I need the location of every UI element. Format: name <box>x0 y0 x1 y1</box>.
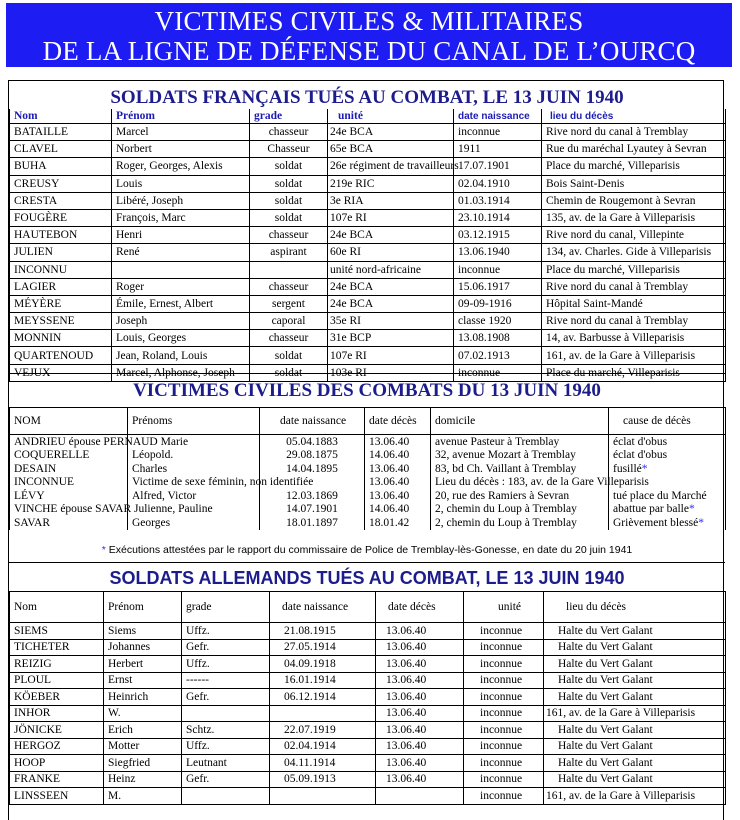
table-cell: Ernst <box>104 672 182 689</box>
table-row <box>10 672 726 689</box>
table-cell: Halte du Vert Galant <box>544 722 726 739</box>
table-cell: Halte du Vert Galant <box>544 771 726 788</box>
table-cell: soldat <box>250 209 328 226</box>
table-cell: Herbert <box>104 656 182 673</box>
table-cell: 161, av. de la Gare à Villeparisis <box>544 705 726 722</box>
table-cell: 13.06.40 <box>376 722 464 739</box>
table-cell: 13.06.40 <box>376 689 464 706</box>
column-header: grade <box>182 592 270 623</box>
table-row <box>10 755 726 772</box>
table-cell: 24e BCA <box>328 227 454 244</box>
table-cell: 07.02.1913 <box>454 347 542 364</box>
table-cell: CLAVEL <box>10 141 112 158</box>
table-cell: ANDRIEU épouse PERNAUD Marie <box>10 435 128 449</box>
table-cell: VINCHE épouse SAVAR Julienne, Pauline <box>10 503 128 517</box>
table-cell: MONNIN <box>10 330 112 347</box>
table-cell: Siems <box>104 623 182 640</box>
table-row <box>10 435 726 449</box>
table-cell: ------ <box>182 672 270 689</box>
table-cell: 13.06.40 <box>376 623 464 640</box>
table-row <box>10 689 726 706</box>
table-cell: Johannes <box>104 639 182 656</box>
table-cell: JULIEN <box>10 244 112 261</box>
table-row <box>10 124 726 141</box>
table-cell: Motter <box>104 738 182 755</box>
banner-title-line2: DE LA LIGNE DE DÉFENSE DU CANAL DE L’OURCQ <box>42 36 696 66</box>
table-cell: Rive nord du canal, Villepinte <box>542 227 726 244</box>
table-row <box>10 788 726 805</box>
table-row <box>10 278 726 295</box>
table-cell: 65e BCA <box>328 141 454 158</box>
table-cell: 13.06.40 <box>365 435 431 449</box>
table-row <box>10 313 726 330</box>
table-cell: 23.10.1914 <box>454 209 542 226</box>
table-row <box>10 261 726 278</box>
table-cell: 24e BCA <box>328 295 454 312</box>
table-cell: Place du marché, Villeparisis <box>542 158 726 175</box>
note-asterisk: * <box>101 544 106 556</box>
table-cell: Bois Saint-Denis <box>542 175 726 192</box>
table-cell: 60e RI <box>328 244 454 261</box>
table-row <box>10 227 726 244</box>
table-cell: 14.04.1895 <box>260 462 365 476</box>
table-row <box>10 347 726 364</box>
column-header: unité <box>464 592 544 623</box>
page-banner <box>6 3 732 67</box>
table-cell: Marcel <box>112 124 250 141</box>
table-cell: Rive nord du canal à Tremblay <box>542 313 726 330</box>
table-cell: Roger, Georges, Alexis <box>112 158 250 175</box>
table-cell: LAGIER <box>10 278 112 295</box>
table-cell: Halte du Vert Galant <box>544 672 726 689</box>
column-header: date décès <box>365 408 431 435</box>
table-cell: inconnue <box>464 689 544 706</box>
table-cell: 13.06.40 <box>376 755 464 772</box>
banner-title-line1: VICTIMES CIVILES & MILITAIRES <box>154 6 584 36</box>
table-cell: inconnue <box>464 656 544 673</box>
table-cell: 2, chemin du Loup à Tremblay <box>431 516 609 530</box>
table-cell: Jean, Roland, Louis <box>112 347 250 364</box>
table-cell: Henri <box>112 227 250 244</box>
table-cell: INCONNUE <box>10 476 128 490</box>
table-cell: 29.08.1875 <box>260 449 365 463</box>
table-cell: 83, bd Ch. Vaillant à Tremblay <box>431 462 609 476</box>
table-cell: 02.04.1910 <box>454 175 542 192</box>
table-row <box>10 175 726 192</box>
table-cell: Place du marché, Villeparisis <box>542 261 726 278</box>
table-cell: REIZIG <box>10 656 104 673</box>
table-cell: 03.12.1915 <box>454 227 542 244</box>
table-cell: 05.04.1883 <box>260 435 365 449</box>
table-row <box>10 330 726 347</box>
table-cell: 107e RI <box>328 209 454 226</box>
column-header: unité <box>328 109 454 124</box>
column-header: domicile <box>431 408 609 435</box>
table-cell: BUHA <box>10 158 112 175</box>
table-cell: Heinz <box>104 771 182 788</box>
table-cell: soldat <box>250 192 328 209</box>
table-cell: 13.08.1908 <box>454 330 542 347</box>
table-cell: JÖNICKE <box>10 722 104 739</box>
table-cell: François, Marc <box>112 209 250 226</box>
table-cell: QUARTENOUD <box>10 347 112 364</box>
table-cell <box>270 705 376 722</box>
table-row <box>10 503 726 517</box>
table-cell: 01.03.1914 <box>454 192 542 209</box>
civil-victims-table <box>9 407 726 530</box>
table-cell: COQUERELLE <box>10 449 128 463</box>
table-cell: Georges <box>128 516 260 530</box>
table-cell: éclat d'obus <box>609 435 726 449</box>
table-row <box>10 722 726 739</box>
table-cell: Charles <box>128 462 260 476</box>
table-row <box>10 623 726 640</box>
table-cell: 27.05.1914 <box>270 639 376 656</box>
table-cell: caporal <box>250 313 328 330</box>
column-header: Prénoms <box>128 408 260 435</box>
column-header: lieu du décès <box>544 592 726 623</box>
table-cell: TICHETER <box>10 639 104 656</box>
table-row <box>10 244 726 261</box>
table-cell: 13.06.40 <box>365 462 431 476</box>
table-cell: 3e RIA <box>328 192 454 209</box>
table-cell: Uffz. <box>182 623 270 640</box>
table-cell: Joseph <box>112 313 250 330</box>
table-cell: INHOR <box>10 705 104 722</box>
table-cell: Halte du Vert Galant <box>544 623 726 640</box>
table-cell: fusillé* <box>609 462 726 476</box>
table-cell: Louis <box>112 175 250 192</box>
table-cell: 06.12.1914 <box>270 689 376 706</box>
table-cell <box>182 788 270 805</box>
table-row <box>10 462 726 476</box>
table-cell: Léopold. <box>128 449 260 463</box>
table-cell: Lieu du décès : 183, av. de la Gare Villeparisis <box>431 476 609 490</box>
column-header: grade <box>250 109 328 124</box>
table-cell: Libéré, Joseph <box>112 192 250 209</box>
table-cell: PLOUL <box>10 672 104 689</box>
table-cell: Chasseur <box>250 141 328 158</box>
table-row <box>10 476 726 490</box>
table-cell: Erich <box>104 722 182 739</box>
table-cell: HOOP <box>10 755 104 772</box>
table-cell: Halte du Vert Galant <box>544 656 726 673</box>
table-cell: Gefr. <box>182 639 270 656</box>
table-cell: 1911 <box>454 141 542 158</box>
table-cell: 13.06.40 <box>376 738 464 755</box>
table-cell <box>270 788 376 805</box>
table-cell: VEJUX <box>10 364 112 381</box>
column-header: Nom <box>10 592 104 623</box>
divider <box>9 562 725 563</box>
table-cell: chasseur <box>250 227 328 244</box>
table-row <box>10 639 726 656</box>
table-cell: 32, avenue Mozart à Tremblay <box>431 449 609 463</box>
table-cell: 12.03.1869 <box>260 489 365 503</box>
table-cell: soldat <box>250 364 328 381</box>
table-cell: CREUSY <box>10 175 112 192</box>
table-cell: chasseur <box>250 278 328 295</box>
table-cell: Place du marché, Villeparisis <box>542 364 726 381</box>
table-cell: 17.07.1901 <box>454 158 542 175</box>
column-header: Prénom <box>112 109 250 124</box>
table-cell: inconnue <box>464 738 544 755</box>
table-cell: 13.06.1940 <box>454 244 542 261</box>
table-cell: MÉYÈRE <box>10 295 112 312</box>
german-soldiers-table <box>9 591 726 805</box>
table-cell: LINSSEEN <box>10 788 104 805</box>
table-cell: 13.06.40 <box>376 639 464 656</box>
table-cell: inconnue <box>464 623 544 640</box>
table-cell: Halte du Vert Galant <box>544 738 726 755</box>
table-cell: Émile, Ernest, Albert <box>112 295 250 312</box>
table-cell: INCONNU <box>10 261 112 278</box>
table-cell: 13.06.40 <box>376 672 464 689</box>
column-header: Prénom <box>104 592 182 623</box>
table-cell: Halte du Vert Galant <box>544 755 726 772</box>
table-cell: Schtz. <box>182 722 270 739</box>
table-cell: 13.06.40 <box>376 705 464 722</box>
table-cell: 161, av. de la Gare à Villeparisis <box>542 347 726 364</box>
table-cell: tué place du Marché <box>609 489 726 503</box>
table-cell <box>250 261 328 278</box>
asterisk-mark: * <box>641 462 648 475</box>
table-cell: Halte du Vert Galant <box>544 639 726 656</box>
divider <box>9 373 725 374</box>
table-cell <box>182 705 270 722</box>
table-cell: chasseur <box>250 124 328 141</box>
table-cell: 21.08.1915 <box>270 623 376 640</box>
table-cell: Norbert <box>112 141 250 158</box>
table-cell: 18.01.1897 <box>260 516 365 530</box>
note-text: Exécutions attestées par le rapport du commissaire de Police de Tremblay-lès-Gonesse, en date du 20 juin 1941 <box>108 544 633 556</box>
table-cell: Siegfried <box>104 755 182 772</box>
column-header: Nom <box>10 109 112 124</box>
table-cell: 15.06.1917 <box>454 278 542 295</box>
table-cell: 04.11.1914 <box>270 755 376 772</box>
table-cell: inconnue <box>464 771 544 788</box>
table-cell: 26e régiment de travailleurs <box>328 158 454 175</box>
table-cell: Rive nord du canal à Tremblay <box>542 278 726 295</box>
table-cell: 14.07.1901 <box>260 503 365 517</box>
table-cell: FOUGÈRE <box>10 209 112 226</box>
table-cell: M. <box>104 788 182 805</box>
table-cell: sergent <box>250 295 328 312</box>
table-cell <box>112 261 250 278</box>
table-row <box>10 516 726 530</box>
table-cell: CRESTA <box>10 192 112 209</box>
table-row <box>10 295 726 312</box>
table-row <box>10 738 726 755</box>
table-row <box>10 141 726 158</box>
table-cell: inconnue <box>454 124 542 141</box>
table-cell: soldat <box>250 158 328 175</box>
table-cell: 22.07.1919 <box>270 722 376 739</box>
german-soldiers-title: SOLDATS ALLEMANDS TUÉS AU COMBAT, LE 13 JUIN 1940 <box>109 568 625 588</box>
table-cell: HAUTEBON <box>10 227 112 244</box>
table-cell: avenue Pasteur à Tremblay <box>431 435 609 449</box>
executions-note <box>9 544 725 556</box>
table-cell: 13.06.40 <box>365 489 431 503</box>
table-cell: inconnue <box>464 722 544 739</box>
table-cell: Halte du Vert Galant <box>544 689 726 706</box>
table-cell: 31e BCP <box>328 330 454 347</box>
asterisk-mark: * <box>689 503 695 516</box>
table-row <box>10 209 726 226</box>
table-cell: DESAIN <box>10 462 128 476</box>
table-cell: René <box>112 244 250 261</box>
table-cell: 134, av. Charles. Gide à Villeparisis <box>542 244 726 261</box>
table-cell: 18.01.42 <box>365 516 431 530</box>
table-cell: W. <box>104 705 182 722</box>
table-cell: inconnue <box>464 639 544 656</box>
table-cell: 09-09-1916 <box>454 295 542 312</box>
table-cell: 02.04.1914 <box>270 738 376 755</box>
table-cell: 14.06.40 <box>365 449 431 463</box>
table-row <box>10 449 726 463</box>
table-cell: aspirant <box>250 244 328 261</box>
table-cell: Leutnant <box>182 755 270 772</box>
table-cell: Heinrich <box>104 689 182 706</box>
table-cell: inconnue <box>464 705 544 722</box>
table-cell: Marcel, Alphonse, Joseph <box>112 364 250 381</box>
column-header: date naissance <box>454 109 542 124</box>
table-row <box>10 489 726 503</box>
table-cell: 13.06.40 <box>376 771 464 788</box>
table-cell: soldat <box>250 175 328 192</box>
table-cell: chasseur <box>250 330 328 347</box>
table-cell: Uffz. <box>182 656 270 673</box>
table-cell: SIEMS <box>10 623 104 640</box>
column-header: date naissance <box>260 408 365 435</box>
table-cell: Alfred, Victor <box>128 489 260 503</box>
table-cell: 107e RI <box>328 347 454 364</box>
table-cell: HERGOZ <box>10 738 104 755</box>
table-cell: 20, rue des Ramiers à Sevran <box>431 489 609 503</box>
table-cell: 103e RI <box>328 364 454 381</box>
table-cell: Chemin de Rougemont à Sevran <box>542 192 726 209</box>
table-cell: Rive nord du canal à Tremblay <box>542 124 726 141</box>
column-header: date décès <box>376 592 464 623</box>
table-cell: 16.01.1914 <box>270 672 376 689</box>
civil-victims-title: VICTIMES CIVILES DES COMBATS DU 13 JUIN 1940 <box>133 380 601 401</box>
column-header: cause de décès <box>609 408 726 435</box>
table-cell: Gefr. <box>182 771 270 788</box>
asterisk-mark: * <box>698 516 705 529</box>
table-cell: 13.06.40 <box>376 656 464 673</box>
document-frame <box>8 80 724 820</box>
table-row <box>10 656 726 673</box>
table-cell: KÖEBER <box>10 689 104 706</box>
table-row <box>10 705 726 722</box>
table-cell: Grièvement blessé* <box>609 516 726 530</box>
table-cell <box>376 788 464 805</box>
table-row <box>10 771 726 788</box>
table-cell: soldat <box>250 347 328 364</box>
table-cell: 135, av. de la Gare à Villeparisis <box>542 209 726 226</box>
table-cell: Roger <box>112 278 250 295</box>
table-cell: 24e BCA <box>328 278 454 295</box>
table-cell: LÉVY <box>10 489 128 503</box>
table-cell: FRANKE <box>10 771 104 788</box>
table-cell: Hôpital Saint-Mandé <box>542 295 726 312</box>
column-header: NOM <box>10 408 128 435</box>
table-cell: Louis, Georges <box>112 330 250 347</box>
table-cell: Victime de sexe féminin, non identifiée <box>128 476 260 490</box>
french-soldiers-title: SOLDATS FRANÇAIS TUÉS AU COMBAT, LE 13 JUIN 1940 <box>110 87 624 108</box>
table-cell: Uffz. <box>182 738 270 755</box>
table-cell: éclat d'obus <box>609 449 726 463</box>
table-cell: 04.09.1918 <box>270 656 376 673</box>
table-cell: inconnue <box>464 672 544 689</box>
table-cell: inconnue <box>464 755 544 772</box>
table-cell: Gefr. <box>182 689 270 706</box>
table-cell: abattue par balle* <box>609 503 726 517</box>
column-header: lieu du décès <box>542 109 726 124</box>
table-cell: 2, chemin du Loup à Tremblay <box>431 503 609 517</box>
table-cell: 14.06.40 <box>365 503 431 517</box>
table-cell: 13.06.40 <box>365 476 431 490</box>
table-cell: 161, av. de la Gare à Villeparisis <box>544 788 726 805</box>
table-cell: classe 1920 <box>454 313 542 330</box>
table-row <box>10 192 726 209</box>
table-cell: inconnue <box>464 788 544 805</box>
column-header: date naissance <box>270 592 376 623</box>
table-cell: MEYSSENE <box>10 313 112 330</box>
table-row <box>10 158 726 175</box>
table-cell: unité nord-africaine <box>328 261 454 278</box>
table-cell: inconnue <box>454 261 542 278</box>
french-soldiers-table <box>9 109 726 382</box>
table-cell: Rue du maréchal Lyautey à Sevran <box>542 141 726 158</box>
table-cell: 35e RI <box>328 313 454 330</box>
table-cell: inconnue <box>454 364 542 381</box>
table-cell: 24e BCA <box>328 124 454 141</box>
table-cell: 14, av. Barbusse à Villeparisis <box>542 330 726 347</box>
table-cell: 05.09.1913 <box>270 771 376 788</box>
table-cell: 219e RIC <box>328 175 454 192</box>
table-cell: BATAILLE <box>10 124 112 141</box>
table-cell: SAVAR <box>10 516 128 530</box>
